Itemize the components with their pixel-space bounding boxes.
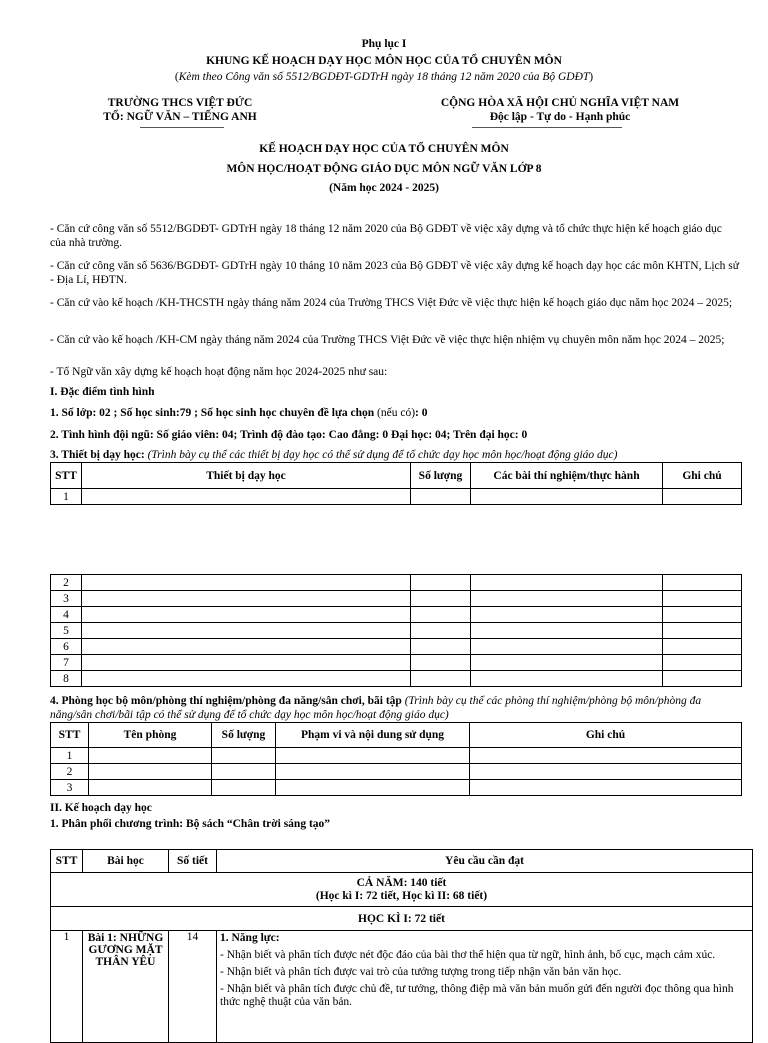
room-header-notes: Ghi chú [470, 723, 742, 748]
row-stt: 2 [51, 764, 89, 780]
row-stt: 2 [51, 575, 82, 591]
nation-name: CỘNG HÒA XÃ HỘI CHỦ NGHĨA VIỆT NAM [440, 97, 680, 109]
row-stt: 4 [51, 607, 82, 623]
equip-header-qty: Số lượng [411, 463, 471, 489]
lesson-periods: 14 [169, 931, 217, 1043]
year-total: CẢ NĂM: 140 tiết [356, 876, 447, 889]
section1-item2: 2. Tình hình đội ngũ: Số giáo viên: 04; Trình độ đào tạo: Cao đẳng: 0 Đại học: 04; Trên đại học: 0 [50, 429, 528, 441]
table-row [51, 780, 742, 796]
competence-heading: 1. Năng lực: [220, 932, 280, 944]
attached-note [0, 70, 768, 84]
school-underline [140, 127, 224, 128]
term1-row: HỌC KÌ I: 72 tiết [51, 907, 753, 931]
nation-motto: Độc lập - Tự do - Hạnh phúc [489, 111, 631, 123]
table-row [51, 655, 742, 671]
lesson-requirements [217, 931, 753, 1043]
table-row [51, 575, 742, 591]
department-name: TỔ: NGỮ VĂN – TIẾNG ANH [103, 111, 257, 123]
table-row [51, 748, 742, 764]
room-header-stt: STT [51, 723, 89, 748]
section2-title: II. Kế hoạch dạy học [50, 802, 152, 814]
nation-block [400, 96, 720, 124]
item1-text: 1. Số lớp: 02 ; Số học sinh:79 ; Số học sinh học chuyên đề lựa chọn [50, 407, 378, 419]
row-stt: 7 [51, 655, 82, 671]
lesson-stt: 1 [51, 931, 83, 1043]
framework-title: KHUNG KẾ HOẠCH DẠY HỌC MÔN HỌC CỦA TỔ CHUYÊN MÔN [206, 55, 562, 67]
requirement-item: - Nhận biết và phân tích được vai trò của tưởng tượng trong tiếp nhận văn bản văn học. [220, 966, 622, 978]
item1-optional: (nếu có) [377, 407, 416, 419]
school-name: TRƯỜNG THCS VIỆT ĐỨC [107, 97, 253, 109]
table-row [51, 671, 742, 687]
program-header-stt: STT [51, 850, 83, 873]
basis-2: - Căn cứ công văn số 5636/BGDĐT- GDTrH ngày 10 tháng 10 năm 2023 của Bộ GDĐT về việc xây dựng kế hoạch dạy học các môn KHTN, Lịch sử - Địa Lí, HĐTN. [50, 260, 739, 286]
room-header-qty: Số lượng [212, 723, 276, 748]
equipment-table-top [50, 462, 742, 505]
table-row [51, 607, 742, 623]
basis-5: - Tổ Ngữ văn xây dựng kế hoạch hoạt động năm học 2024-2025 như sau: [50, 366, 388, 378]
equip-header-notes: Ghi chú [663, 463, 742, 489]
section2-sub1: 1. Phân phối chương trình: Bộ sách “Chân trời sáng tạo” [50, 818, 331, 830]
basis-1: - Căn cứ công văn số 5512/BGDĐT- GDTrH ngày 18 tháng 12 năm 2020 của Bộ GDĐT về việc xây dựng và tổ chức thực hiện kế hoạch giáo dục của nhà trường. [50, 223, 722, 249]
program-header-requirements: Yêu cầu cần đạt [217, 850, 753, 873]
section4-note: (Trình bày cụ thể các phòng thí nghiệm/phòng bộ môn/phòng đa năng/sân chơi/bãi tập có thể sử dụng để tổ chức dạy học môn học/hoạt động giáo dục) [50, 695, 702, 721]
row-stt: 3 [51, 780, 89, 796]
row-stt: 5 [51, 623, 82, 639]
appendix-label: Phụ lục I [361, 38, 407, 50]
school-block [60, 96, 300, 124]
attached-open: ( [174, 71, 179, 83]
section1-item1 [50, 406, 740, 420]
room-header-name: Tên phòng [89, 723, 212, 748]
program-table [50, 849, 753, 1043]
attached-text: Kèm theo Công văn số 5512/BGDĐT-GDTrH ngày 18 tháng 12 năm 2020 của Bộ GDĐT [178, 71, 590, 83]
section1-item3 [50, 448, 740, 462]
table-row [51, 931, 753, 1043]
equip-header-device: Thiết bị dạy học [82, 463, 411, 489]
plan-title-line2: MÔN HỌC/HOẠT ĐỘNG GIÁO DỤC MÔN NGỮ VĂN LỚP 8 [226, 163, 542, 175]
row-stt: 1 [51, 489, 82, 505]
section4-heading: 4. Phòng học bộ môn/phòng thí nghiệm/phòng đa năng/sân chơi, bãi tập [50, 695, 405, 707]
section1-title: I. Đặc điểm tình hình [50, 386, 155, 398]
table-row [51, 489, 742, 505]
year-split: (Học kì I: 72 tiết, Học kì II: 68 tiết) [315, 889, 488, 902]
motto-underline [472, 127, 622, 128]
item3-title: 3. Thiết bị dạy học: [50, 449, 148, 461]
item1-value: : 0 [415, 407, 428, 419]
equip-header-experiments: Các bài thí nghiệm/thực hành [471, 463, 663, 489]
equipment-table-bottom [50, 574, 742, 687]
program-header-periods: Số tiết [169, 850, 217, 873]
table-row [51, 591, 742, 607]
room-table [50, 722, 742, 796]
lesson-name: Bài 1: NHỮNG GƯƠNG MẶT THÂN YÊU [83, 931, 169, 1043]
table-row [51, 764, 742, 780]
requirement-item: - Nhận biết và phân tích được chủ đề, tư tưởng, thông điệp mà văn bản muốn gửi đến người đọc thông qua hình thức nghệ thuật của văn bản. [220, 983, 734, 1008]
item3-note: (Trình bày cụ thể các thiết bị dạy học có thể sử dụng để tổ chức dạy học môn học/hoạt động giáo dục) [147, 449, 618, 461]
row-stt: 8 [51, 671, 82, 687]
table-row [51, 623, 742, 639]
room-header-scope: Phạm vi và nội dung sử dụng [276, 723, 470, 748]
plan-title-line3: (Năm học 2024 - 2025) [329, 182, 439, 194]
program-header-lesson: Bài học [83, 850, 169, 873]
row-stt: 1 [51, 748, 89, 764]
attached-close: ) [589, 71, 594, 83]
year-summary [51, 873, 753, 907]
table-row [51, 639, 742, 655]
row-stt: 6 [51, 639, 82, 655]
basis-4: - Căn cứ vào kế hoạch /KH-CM ngày tháng năm 2024 của Trường THCS Việt Đức về việc thực hiện nhiệm vụ chuyên môn năm học 2024 – 2025; [50, 334, 725, 346]
section4-title [50, 694, 740, 722]
equip-header-stt: STT [51, 463, 82, 489]
plan-title-line1: KẾ HOẠCH DẠY HỌC CỦA TỔ CHUYÊN MÔN [259, 143, 509, 155]
row-stt: 3 [51, 591, 82, 607]
requirement-item: - Nhận biết và phân tích được nét độc đáo của bài thơ thể hiện qua từ ngữ, hình ảnh, bố cục, mạch cảm xúc. [220, 949, 716, 961]
basis-3: - Căn cứ vào kế hoạch /KH-THCSTH ngày tháng năm 2024 của Trường THCS Việt Đức về việc thực hiện kế hoạch giáo dục năm học 2024 – 2025; [50, 297, 733, 309]
